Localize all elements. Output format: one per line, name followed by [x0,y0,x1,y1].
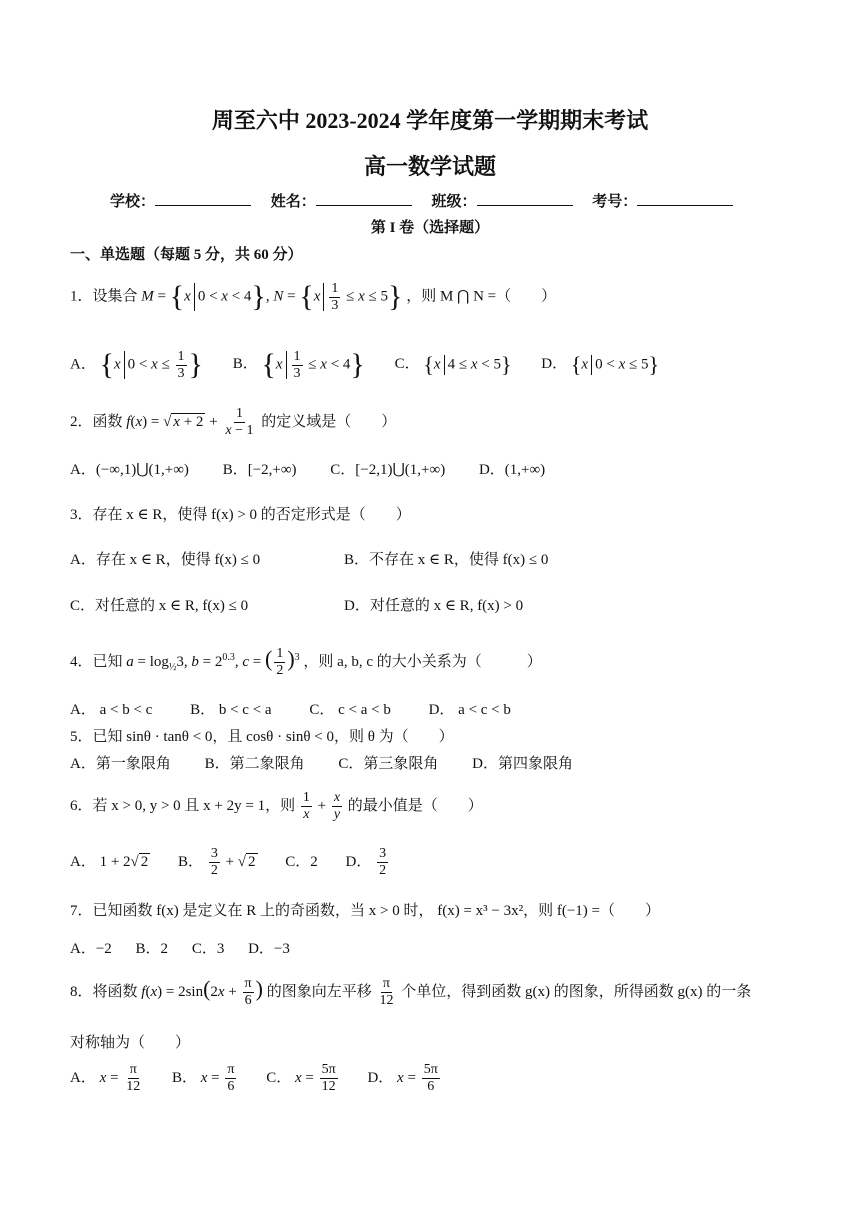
q8-option-c-label: C． [266,1069,292,1086]
q7-option-d: D．−3 [248,941,290,957]
q1-tail: ，则 M ⋂ N =（ ） [406,288,557,305]
q2-option-b: B．[−2,+∞) [222,462,297,478]
q3-option-d: D．对任意的 x ∈ R, f(x) > 0 [344,598,524,614]
q1-option-a-label: A． [70,356,96,373]
q8-option-a-label: A． [70,1069,96,1086]
exam-no-label: 考号： [592,194,638,210]
q4-option-b: B． b < c < a [190,702,272,718]
question-1: 1．设集合 M = {x 0 < x < 4}, N = {x $\frac{1}{3}$ ≤ x ≤ 5} ，则 M ⋂ N =（ ） [70,280,557,313]
q4-option-c: C． c < a < b [309,702,391,718]
q4-number: 4．已知 [70,654,123,670]
q6-options: A． 1 + 2√ 2 B． $\frac{3}{2}$ + √ 2 C．2 D． $\frac{3}{2}$ [70,846,387,878]
q4-option-a: A． a < b < c [70,702,153,718]
name-label: 姓名： [270,194,316,210]
q2-tail: 的定义域是（ ） [261,413,397,430]
class-label: 班级： [431,194,477,210]
q6-option-b-label: B． [178,853,204,870]
q3-option-b: B．不存在 x ∈ R，使得 f(x) ≤ 0 [344,552,549,568]
q6-option-d-label: D． [345,853,372,870]
question-8: 8．将函数 f(x) = 2sin(2x + $\frac{\pi}{6}$ ) 的图象向左平移 $\frac{\pi}{12}$ 个单位，得到函数 g(x) 的图象，所得函数 g(x) 的一条 [70,976,752,1009]
q7-options [70,937,290,958]
q3-option-a: A．存在 x ∈ R，使得 f(x) ≤ 0 [70,552,261,568]
q5-option-b: B．第二象限角 [204,756,305,772]
q1-option-d-label: D． [541,356,568,373]
section-heading: 一、单选题（每题 5 分，共 60 分） [70,247,303,263]
school-label: 学校： [110,194,156,210]
q5-option-a: A．第一象限角 [70,756,171,772]
q5-options [70,752,573,773]
part-heading: 第 I 卷（选择题） [370,220,490,236]
class-blank [477,191,573,206]
q7-option-c: C．3 [191,941,225,957]
q4-options [70,698,511,719]
q2-option-c: C．[−2,1)⋃(1,+∞) [330,462,446,478]
q7-option-a: A．−2 [70,941,112,957]
q2-options [70,458,545,479]
exam-title: 周至六中 2023-2024 学年度第一学期期末考试 [211,108,649,133]
q8-mid2: 个单位，得到函数 g(x) 的图象，所得函数 g(x) 的一条 [401,984,752,1000]
q6-tail: 的最小值是（ ） [347,797,483,814]
q1-number: 1．设集合 [70,288,138,305]
q8-option-b-label: B． [171,1069,197,1086]
question-3: 3．存在 x ∈ R，使得 f(x) > 0 的否定形式是（ ） [70,507,411,523]
q8-option-d-label: D． [367,1069,394,1086]
exam-subtitle: 高一数学试题 [363,154,496,179]
q3-option-c: C．对任意的 x ∈ R, f(x) ≤ 0 [70,598,249,614]
q8-number: 8．将函数 [70,984,138,1000]
q4-tail: ，则 a, b, c 的大小关系为（ ） [303,654,542,670]
name-blank [316,191,412,206]
q2-number: 2．函数 [70,413,123,430]
q2-option-d: D．(1,+∞) [478,462,546,478]
q1-options: A． {x 0 < x ≤ $\frac{1}{3}$ } B． {x $\frac{1}{3}$ ≤ x < 4} C． {x 4 ≤ x < 5} D． {x 0 < x ≤ 5} [70,348,660,381]
question-4: 4．已知 $a = \log_{\frac{1}{2}}3$, $b = 2^{0.3}$, c = ( $\frac{1}{2}$ )$^3$ ，则 a, b, c 的大小关系为（ ） [70,646,542,679]
q1-option-c-label: C． [394,356,420,373]
info-fields [110,190,733,211]
q6-number: 6．若 x > 0, y > 0 且 x + 2y = 1，则 [70,797,296,814]
question-6: 6．若 x > 0, y > 0 且 x + 2y = 1，则 $\frac{1}{x}$ + $\frac{x}{y}$ 的最小值是（ ） [70,790,483,822]
q4-option-d: D． a < c < b [428,702,511,718]
question-7: 7．已知函数 f(x) 是定义在 R 上的奇函数，当 x > 0 时， f(x) = x³ − 3x²，则 f(−1) =（ ） [70,903,661,919]
school-blank [155,191,251,206]
question-2: 2．函数 f(x) = √ x + 2 + $\frac{1}{x - 1}$ 的定义域是（ ） [70,406,397,438]
q1-option-b-label: B． [232,356,258,373]
q8-options: A． x = $\frac{\pi}{12}$ B． x = $\frac{\pi}{6}$ C． x = $\frac{5\pi}{12}$ D． x = $\frac{5\pi}{6}$ [70,1062,438,1094]
exam-no-blank [637,191,733,206]
q6-option-a-label: A． [70,853,96,870]
question-5: 5．已知 sinθ · tanθ < 0，且 cosθ · sinθ < 0，则 θ 为（ ） [70,729,454,745]
q5-option-d: D．第四象限角 [472,756,573,772]
q8-line2: 对称轴为（ ） [70,1035,191,1051]
q2-option-a: A．(−∞,1)⋃(1,+∞) [70,462,189,478]
q7-option-b: B．2 [135,941,169,957]
q5-option-c: C．第三象限角 [338,756,439,772]
q6-option-c: C．2 [285,853,318,870]
q8-mid1: 的图象向左平移 [266,984,372,1000]
